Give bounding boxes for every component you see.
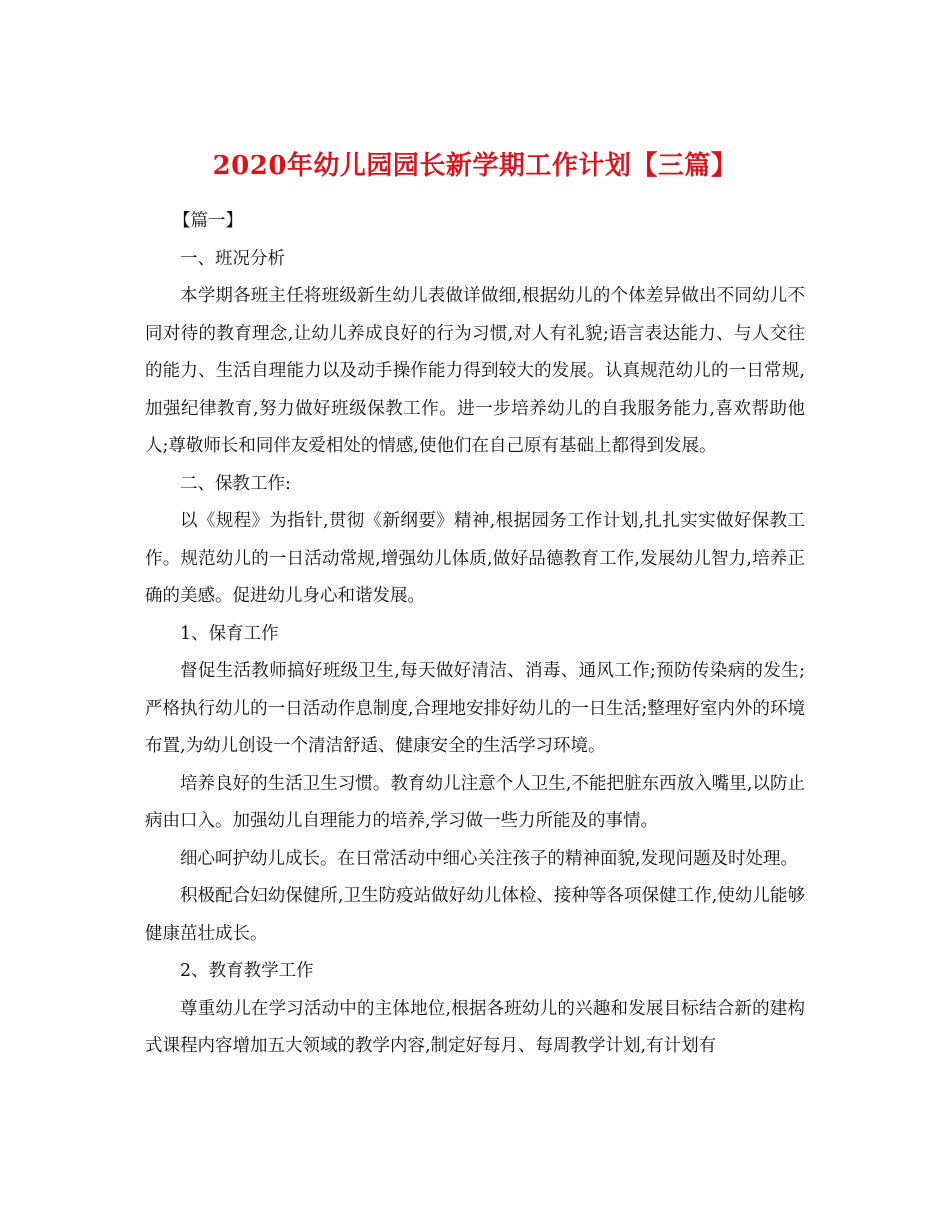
body-paragraph: 积极配合妇幼保健所,卫生防疫站做好幼儿体检、接种等各项保健工作,使幼儿能够健康茁壮成长。: [145, 886, 805, 944]
document-body: [145, 203, 805, 1066]
subsection-heading: 2、教育教学工作: [180, 961, 314, 981]
section-heading: 二、保教工作:: [180, 473, 291, 494]
section-heading: 一、班况分析: [180, 248, 285, 269]
document-title: 2020年幼儿园园长新学期工作计划【三篇】: [212, 151, 738, 182]
section-label: 【篇一】: [173, 211, 243, 231]
body-paragraph: 细心呵护幼儿成长。在日常活动中细心关注孩子的精神面貌,发现问题及时处理。: [180, 848, 799, 869]
body-paragraph: 培养良好的生活卫生习惯。教育幼儿注意个人卫生,不能把脏东西放入嘴里,以防止病由口入。加强幼儿自理能力的培养,学习做一些力所能及的事情。: [145, 773, 805, 831]
subsection-heading: 1、保育工作: [180, 623, 279, 644]
body-paragraph: 尊重幼儿在学习活动中的主体地位,根据各班幼儿的兴趣和发展目标结合新的建构式课程内容增加五大领域的教学内容,制定好每月、每周教学计划,有计划有: [145, 998, 805, 1056]
body-paragraph: 以《规程》为指针,贯彻《新纲要》精神,根据园务工作计划,扎扎实实做好保教工作。规范幼儿的一日活动常规,增强幼儿体质,做好品德教育工作,发展幼儿智力,培养正确的美感。促进幼儿身心和谐发展。: [145, 511, 805, 606]
body-paragraph: 本学期各班主任将班级新生幼儿表做详做细,根据幼儿的个体差异做出不同幼儿不同对待的教育理念,让幼儿养成良好的行为习惯,对人有礼貌;语言表达能力、与人交往的能力、生活自理能力以及动手操作能力得到较大的发展。认真规范幼儿的一日常规,加强纪律教育,努力做好班级保教工作。进一步培养幼儿的自我服务能力,喜欢帮助他人;尊敬师长和同伴友爱相处的情感,使他们在自己原有基础上都得到发展。: [145, 286, 805, 456]
body-paragraph: 督促生活教师搞好班级卫生,每天做好清洁、消毒、通风工作;预防传染病的发生;严格执行幼儿的一日活动作息制度,合理地安排好幼儿的一日生活;整理好室内外的环境布置,为幼儿创设一个清洁舒适、健康安全的生活学习环境。: [145, 661, 805, 756]
